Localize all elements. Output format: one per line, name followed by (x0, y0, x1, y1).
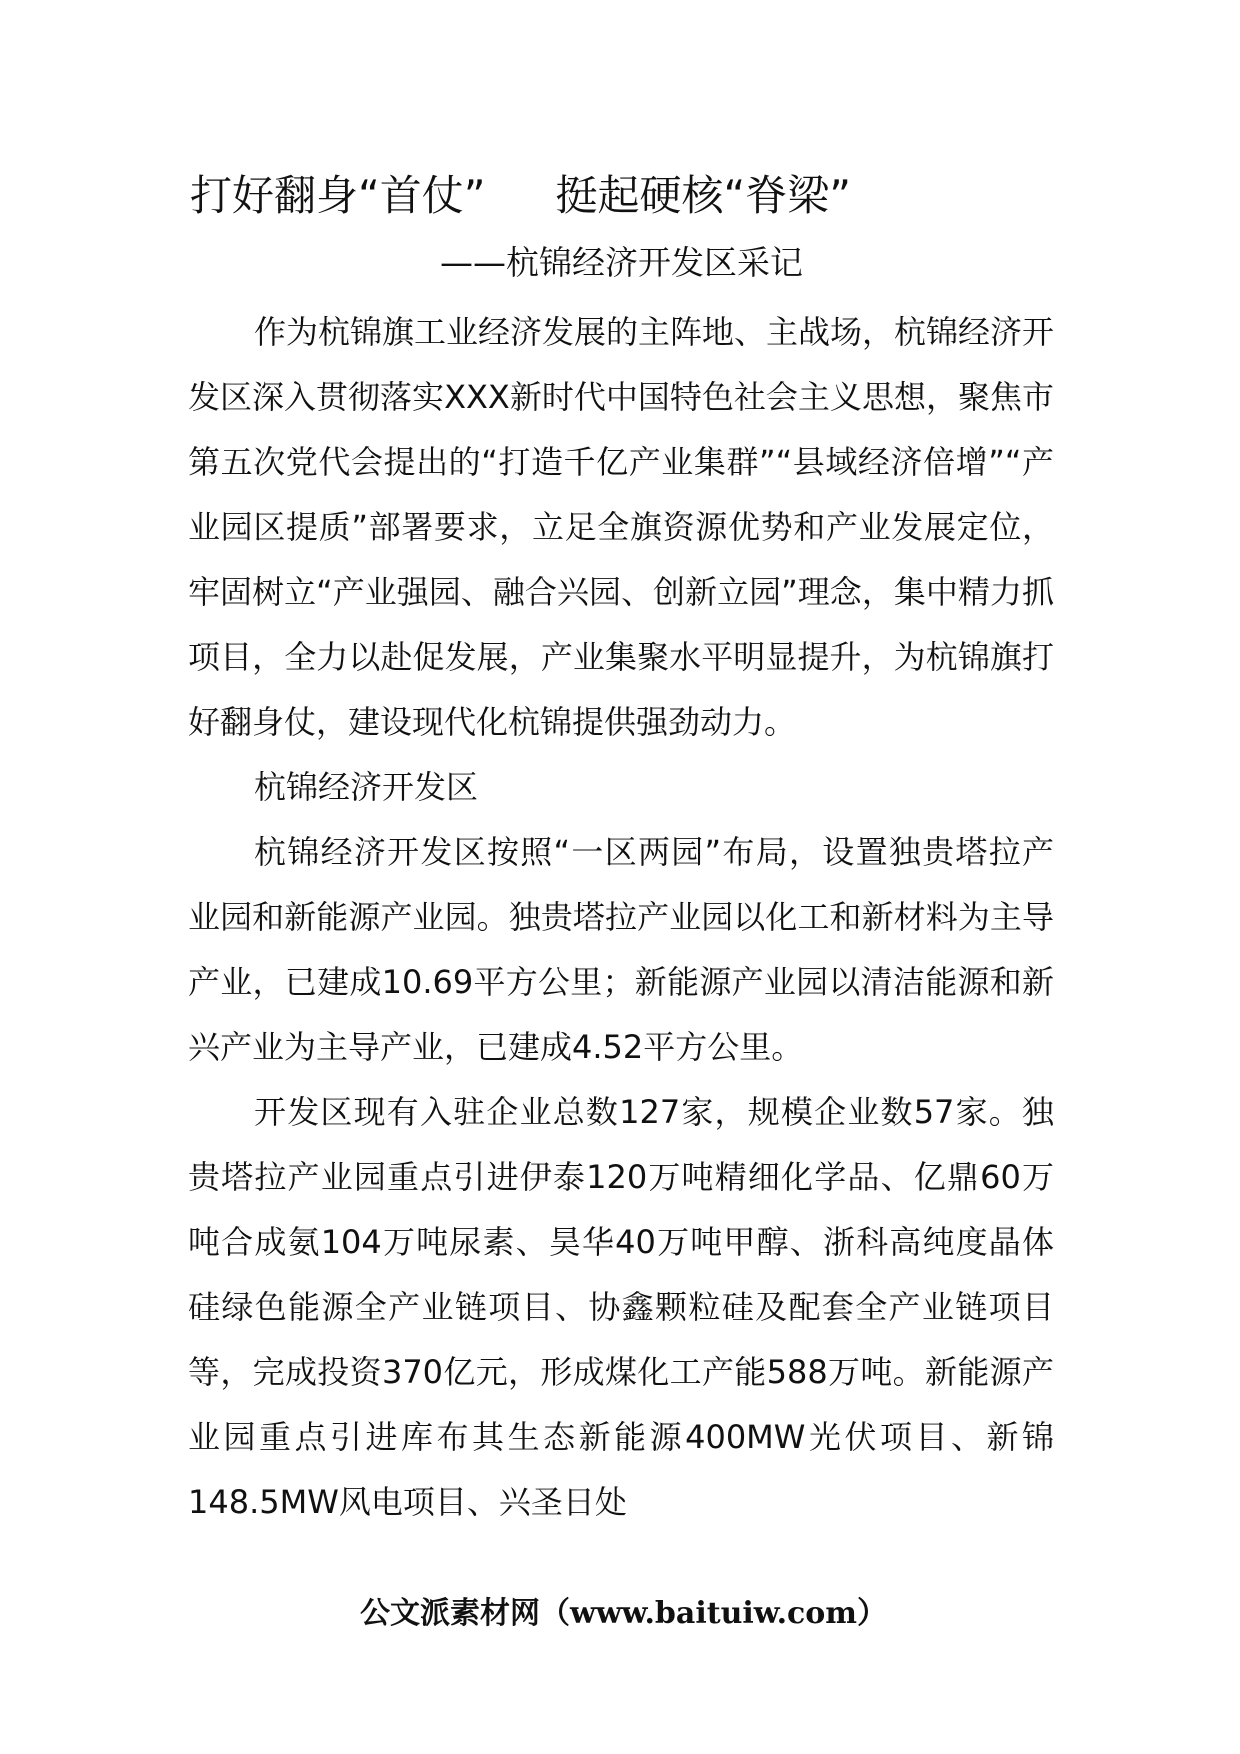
title-part-1: 打好翻身“首仗” (190, 171, 486, 220)
document-subtitle: ——杭锦经济开发区采记 (440, 243, 803, 282)
paragraph-enterprises: 开发区现有入驻企业总数127家，规模企业数57家。独贵塔拉产业园重点引进伊泰120万吨精细化学品、亿鼎60万吨合成氨104万吨尿素、昊华40万吨甲醇、浙科高纯度晶体硅绿色能源全产业链项目、协鑫颗粒硅及配套全产业链项目等，完成投资370亿元，形成煤化工产能588万吨。新能源产业园重点引进库布其生态新能源400MW光伏项目、新锦148.5MW风电项目、兴圣日处 (188, 1093, 1054, 1521)
title-part-2: 挺起硬核“脊梁” (555, 171, 852, 220)
document-body (188, 300, 1054, 1535)
document-title (190, 168, 1050, 224)
footer-watermark: 公文派素材网（www.baituiw.com） (360, 1596, 888, 1631)
paragraph-layout: 杭锦经济开发区按照“一区两园”布局，设置独贵塔拉产业园和新能源产业园。独贵塔拉产业园以化工和新材料为主导产业，已建成10.69平方公里；新能源产业园以清洁能源和新兴产业为主导产业，已建成4.52平方公里。 (188, 833, 1054, 1066)
paragraph-intro: 作为杭锦旗工业经济发展的主阵地、主战场，杭锦经济开发区深入贯彻落实XXX新时代中国特色社会主义思想，聚焦市第五次党代会提出的“打造千亿产业集群”“县域经济倍增”“产业园区提质”部署要求，立足全旗资源优势和产业发展定位，牢固树立“产业强园、融合兴园、创新立园”理念，集中精力抓项目，全力以赴促发展，产业集聚水平明显提升，为杭锦旗打好翻身仗，建设现代化杭锦提供强劲动力。 (188, 313, 1055, 741)
paragraph-section-heading: 杭锦经济开发区 (254, 768, 479, 806)
